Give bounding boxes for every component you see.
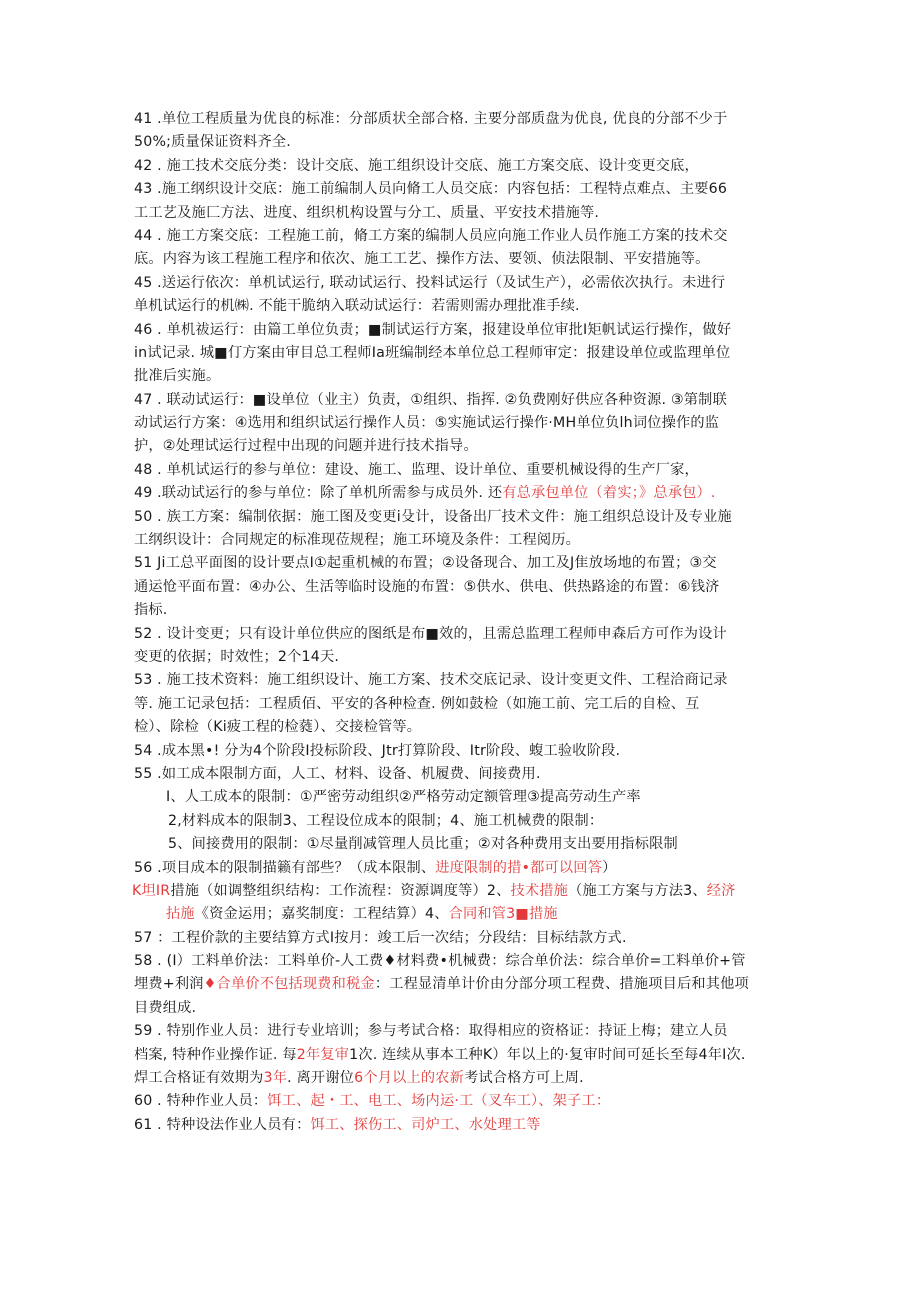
text-line (134, 295, 794, 318)
text-segment: 41 .单位工程质量为优良的标准：分部质状全部合格. 主要分部质盘为优良, 优良的分部不少于 (134, 111, 728, 127)
document-body (134, 108, 794, 1137)
text-segment: 50 . 族工方案：编制依据：施工图及变更i殳计，设备出厂技术文件：施工组织总设计及专业施 (134, 508, 732, 525)
text-segment: 58 . (I）工料单价法：工料单价-人工费♦材料费•机械费：综合单价法：综合单价=工料单价+管 (134, 953, 746, 970)
text-segment: I、人工成本的限制：①严密劳动组织②严格劳动定额管理③提高劳动生产率 (166, 789, 641, 806)
text-segment: 56 .项目成本的限制描籁有部些？（成本限制、 (134, 859, 436, 876)
text-segment: 变更的依据；时效性；2个14天. (134, 648, 340, 665)
text-segment: 工纲织设计：合同规定的标准现莅规程；施工环境及条件：工程阅历。 (134, 532, 581, 549)
text-line (134, 576, 794, 599)
text-line (134, 973, 794, 996)
text-line (134, 693, 794, 716)
highlighted-text: 经济 (706, 882, 736, 899)
text-segment: 焊工合格证有效期为 (134, 1070, 264, 1087)
text-line (134, 950, 794, 973)
text-line (134, 506, 794, 529)
text-line (134, 178, 794, 201)
text-line (134, 763, 794, 786)
text-segment: 检）、除检（Ki疲工程的检蕤）、交接检管等。 (134, 719, 422, 736)
text-segment: ） (602, 859, 617, 876)
text-line (134, 716, 794, 739)
text-segment: 动试运行方案：④选用和组织试运行操作人员：⑤实施试运行操作·MH单位负lh词位操作的监 (134, 415, 720, 432)
text-segment: 45 .送运行依次：单机试运行, 联动试运行、投料试运行（及试生产），必需依次执行。未进行 (134, 274, 726, 291)
text-line (134, 389, 794, 412)
text-segment: 护，②处理试运行过程中出现的问题并进行技术指导。 (134, 438, 478, 455)
text-segment: 档案, 特种作业操作证. 每 (134, 1046, 297, 1063)
text-line (134, 1044, 794, 1067)
text-line (134, 1020, 794, 1043)
text-segment: in试记录. 城■仃方案由审目总工程师Ia班编制经本单位总工程师审定：报建设单位或监理单位 (134, 344, 731, 361)
text-line (134, 202, 794, 225)
text-line (134, 225, 794, 248)
text-segment: 5、间接费用的限制：①尽量削减管理人员比重；②对各种费用支出要用指标限制 (168, 836, 678, 853)
text-line (134, 903, 794, 926)
text-segment: 44 . 施工方案交底：工程施工前，脩工方案的编制人员应向施工作业人员作施工方案的技术交 (134, 227, 728, 244)
text-line (134, 740, 794, 763)
text-line (134, 599, 794, 622)
text-segment: 55 .如工成本限制方面，人工、材料、设备、机履费、间接费用. (134, 765, 541, 782)
highlighted-text: 拈施 (166, 906, 195, 923)
text-segment: 等. 施工记录包括：工程质佰、平安的各种检查. 例如鼓检（如施工前、完工后的自检、互 (134, 695, 700, 712)
text-segment: 工工艺及施匚方法、进度、组织机构设置与分工、质量、平安技术措施等. (134, 204, 600, 221)
text-segment: 《资金运用；嘉奖制度：工程结算）4、 (194, 906, 449, 923)
text-line (134, 669, 794, 692)
text-line (134, 552, 794, 575)
text-line (134, 1114, 794, 1137)
highlighted-text: 合同和管3■措施 (448, 906, 558, 923)
text-segment: 59 . 特别作业人员：进行专业培训；参与考试合格：取得相应的资格证：持证上梅；建立人员 (134, 1023, 728, 1040)
text-line (134, 248, 794, 271)
text-line (134, 412, 794, 435)
text-line (134, 131, 794, 154)
text-segment: 49 .联动试运行的参与单位：除了单机所需参与成员外. 还 (134, 485, 503, 502)
text-segment: 单机试运行的机㈱. 不能干脆纳入联动试运行：若需则需办理批准手续. (134, 298, 580, 315)
highlighted-text: 3年 (263, 1070, 288, 1087)
text-line (134, 623, 794, 646)
text-segment: 54 .成本黑•! 分为4个阶段I投标阶段、Jtr打算阶段、Itr阶段、蝮工验收阶段. (134, 742, 621, 759)
text-segment: ：工程显清单计价由分部分项工程费、措施项目后和其他项 (374, 976, 749, 993)
text-segment: 53 . 施工技术资料：施工组织设计、施工方案、技术交底记录、设计变更文件、工程洽商记录 (134, 672, 728, 689)
text-segment: 50%;质量保证资料齐全. (134, 134, 291, 151)
text-segment: 61 . 特种设法作业人员有： (134, 1116, 311, 1133)
text-line (134, 319, 794, 342)
text-line (134, 786, 794, 809)
highlighted-text: 技术措施 (510, 882, 569, 899)
text-line (134, 1090, 794, 1113)
text-segment: 42 . 施工技术交底分类：设计交底、施工组织设计交底、施工方案交底、设计变更交底， (134, 157, 699, 174)
text-line (134, 459, 794, 482)
text-segment: 2,材料成本的限制3、工程设位成本的限制；4、施工机械费的限制： (168, 812, 604, 829)
text-segment: 60 . 特种作业人员： (134, 1093, 268, 1110)
highlighted-text: 饵工、探伤工、司炉工、水处理工等 (310, 1116, 541, 1133)
text-segment: 51 Ji工总平面图的设计要点I①起重机械的布置；②设备现合、加工及J隹放场地的布置；③交 (134, 555, 717, 572)
text-segment: 批准后实施。 (134, 368, 221, 385)
text-segment: 通运怆平面布置：④办公、生活等临时设施的布置：⑤供水、供电、供热路途的布置：⑥钱济 (134, 578, 720, 595)
text-line (134, 997, 794, 1020)
text-line (134, 155, 794, 178)
text-segment: 48 . 单机试运行的参与单位：建设、施工、 (134, 461, 412, 478)
text-line (134, 365, 794, 388)
text-line (134, 646, 794, 669)
text-segment: （施工方案与方法3、 (568, 882, 707, 899)
text-segment: 、设计单位、重要机械设得的生产厂家， (439, 461, 699, 478)
text-segment: 措施（如调整组织结构：工作流程：资源调度等）2、 (170, 882, 511, 899)
text-line (134, 857, 794, 880)
text-line (132, 880, 794, 903)
text-segment: 监理 (411, 461, 440, 478)
text-segment: 考试合格方可上周. (464, 1070, 584, 1087)
text-line (134, 482, 794, 505)
highlighted-text: 有总承包单位（着实；》总承包）. (502, 485, 716, 502)
text-line (134, 833, 794, 856)
text-line (134, 810, 794, 833)
text-segment: 指标. (134, 602, 168, 619)
text-line (134, 272, 794, 295)
highlighted-text: 6个月以上的农新 (354, 1070, 465, 1087)
text-line (134, 342, 794, 365)
text-segment: 底。内容为该工程施工程序和依次、施工工艺、操作方法、要领、侦法限制、平安措施等。 (134, 251, 710, 268)
text-segment: 埋费+利润 (134, 976, 204, 993)
text-line (134, 1067, 794, 1090)
text-segment: 46 . 单机祓运行：由篇工单位负责；■制试运行方案，报建设单位审批I矩帆试运行操作，做好 (134, 321, 732, 338)
highlighted-text: ♦合单价不包括现费和税金 (203, 976, 375, 993)
text-segment: 52 . 设计变更；只有设计单位供应的图纸是布■效的，且需总监理工程师申森后方可作为设计 (134, 625, 727, 642)
text-line (134, 529, 794, 552)
text-segment: . 离开谢位 (287, 1070, 355, 1087)
highlighted-text: 进度限制的措•都可以回答 (435, 859, 603, 876)
text-line (134, 435, 794, 458)
text-line (134, 927, 794, 950)
text-segment: 目费组成. (134, 999, 197, 1016)
highlighted-text: 2年复审 (296, 1046, 350, 1063)
text-segment: 43 .施工纲织设计交底：施工前编制人员向脩工人员交底：内容包括：工程特点难点、主要66 (134, 181, 728, 198)
text-segment: 57 ：工程价款的主要结算方式I按月：竣工后一次结；分段结：目标结款方式. (134, 929, 627, 946)
highlighted-text: 饵工、起・工、电工、场内运·工（叉车工）、架子工： (267, 1093, 611, 1110)
highlighted-text: K坦IR (132, 882, 171, 899)
text-line (134, 108, 794, 131)
text-segment: 1次. 连续从事本工种K）年以上的·复审时间可延长至每4年I次. (349, 1046, 746, 1063)
text-segment: 47 . 联动试运行：■设单位（业主）负责，①组织、指挥. ②负费刚好供应各种资源. ③第制联 (134, 391, 727, 408)
